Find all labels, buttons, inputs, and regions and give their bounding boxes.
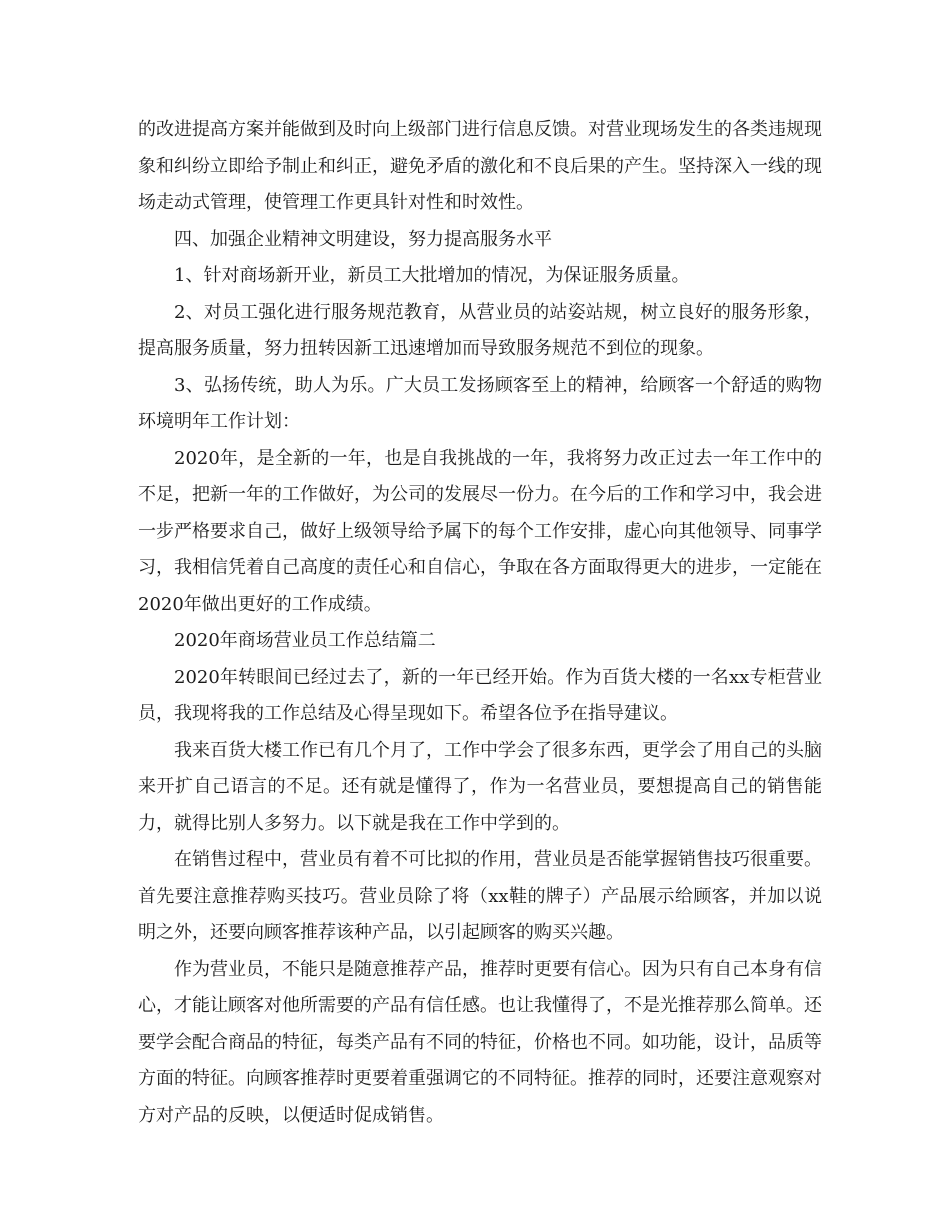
section-title-part-two: 2020年商场营业员工作总结篇二 (174, 630, 436, 651)
document-body (138, 112, 822, 1134)
paragraph-intro-summary: 2020年转眼间已经过去了，新的一年已经开始。作为百货大楼的一名xx专柜营业员，我现将我的工作总结及心得呈现如下。希望各位予在指导建议。 (138, 666, 822, 724)
paragraph-item-1: 1、针对商场新开业，新员工大批增加的情况，为保证服务质量。 (174, 265, 690, 286)
paragraph-item-3: 3、弘扬传统，助人为乐。广大员工发扬顾客至上的精神，给顾客一个舒适的购物环境明年工作计划： (138, 374, 822, 432)
paragraph-recommend-confidence: 作为营业员，不能只是随意推荐产品，推荐时更要有信心。因为只有自己本身有信心，才能让顾客对他所需要的产品有信任感。也让我懂得了，不是光推荐那么简单。还要学会配合商品的特征，每类产品有不同的特征，价格也不同。如功能，设计，品质等方面的特征。向顾客推荐时更要着重强调它的不同特征。推荐的同时，还要注意观察对方对产品的反映，以便适时促成销售。 (138, 958, 822, 1126)
paragraph-2020-plan: 2020年，是全新的一年，也是自我挑战的一年，我将努力改正过去一年工作中的不足，把新一年的工作做好，为公司的发展尽一份力。在今后的工作和学习中，我会进一步严格要求自己，做好上级领导给予属下的每个工作安排，虚心向其他领导、同事学习，我相信凭着自己高度的责任心和自信心，争取在各方面取得更大的进步，一定能在2020年做出更好的工作成绩。 (138, 447, 822, 615)
paragraph-work-experience: 我来百货大楼工作已有几个月了，工作中学会了很多东西，更学会了用自己的头脑来开扩自己语言的不足。还有就是懂得了，作为一名营业员，要想提高自己的销售能力，就得比别人多努力。以下就是我在工作中学到的。 (138, 739, 822, 834)
paragraph-sales-skills: 在销售过程中，营业员有着不可比拟的作用，营业员是否能掌握销售技巧很重要。首先要注意推荐购买技巧。营业员除了将（xx鞋的牌子）产品展示给顾客，并加以说明之外，还要向顾客推荐该种产品，以引起顾客的购买兴趣。 (138, 849, 822, 943)
paragraph-management-improvement: 的改进提高方案并能做到及时向上级部门进行信息反馈。对营业现场发生的各类违规现象和纠纷立即给予制止和纠正，避免矛盾的激化和不良后果的产生。坚持深入一线的现场走动式管理，使管理工作更具针对性和时效性。 (138, 119, 822, 213)
paragraph-item-2: 2、对员工强化进行服务规范教育，从营业员的站姿站规，树立良好的服务形象，提高服务质量，努力扭转因新工迅速增加而导致服务规范不到位的现象。 (138, 301, 822, 359)
section-heading-spirit-civilization: 四、加强企业精神文明建设，努力提高服务水平 (174, 228, 552, 250)
